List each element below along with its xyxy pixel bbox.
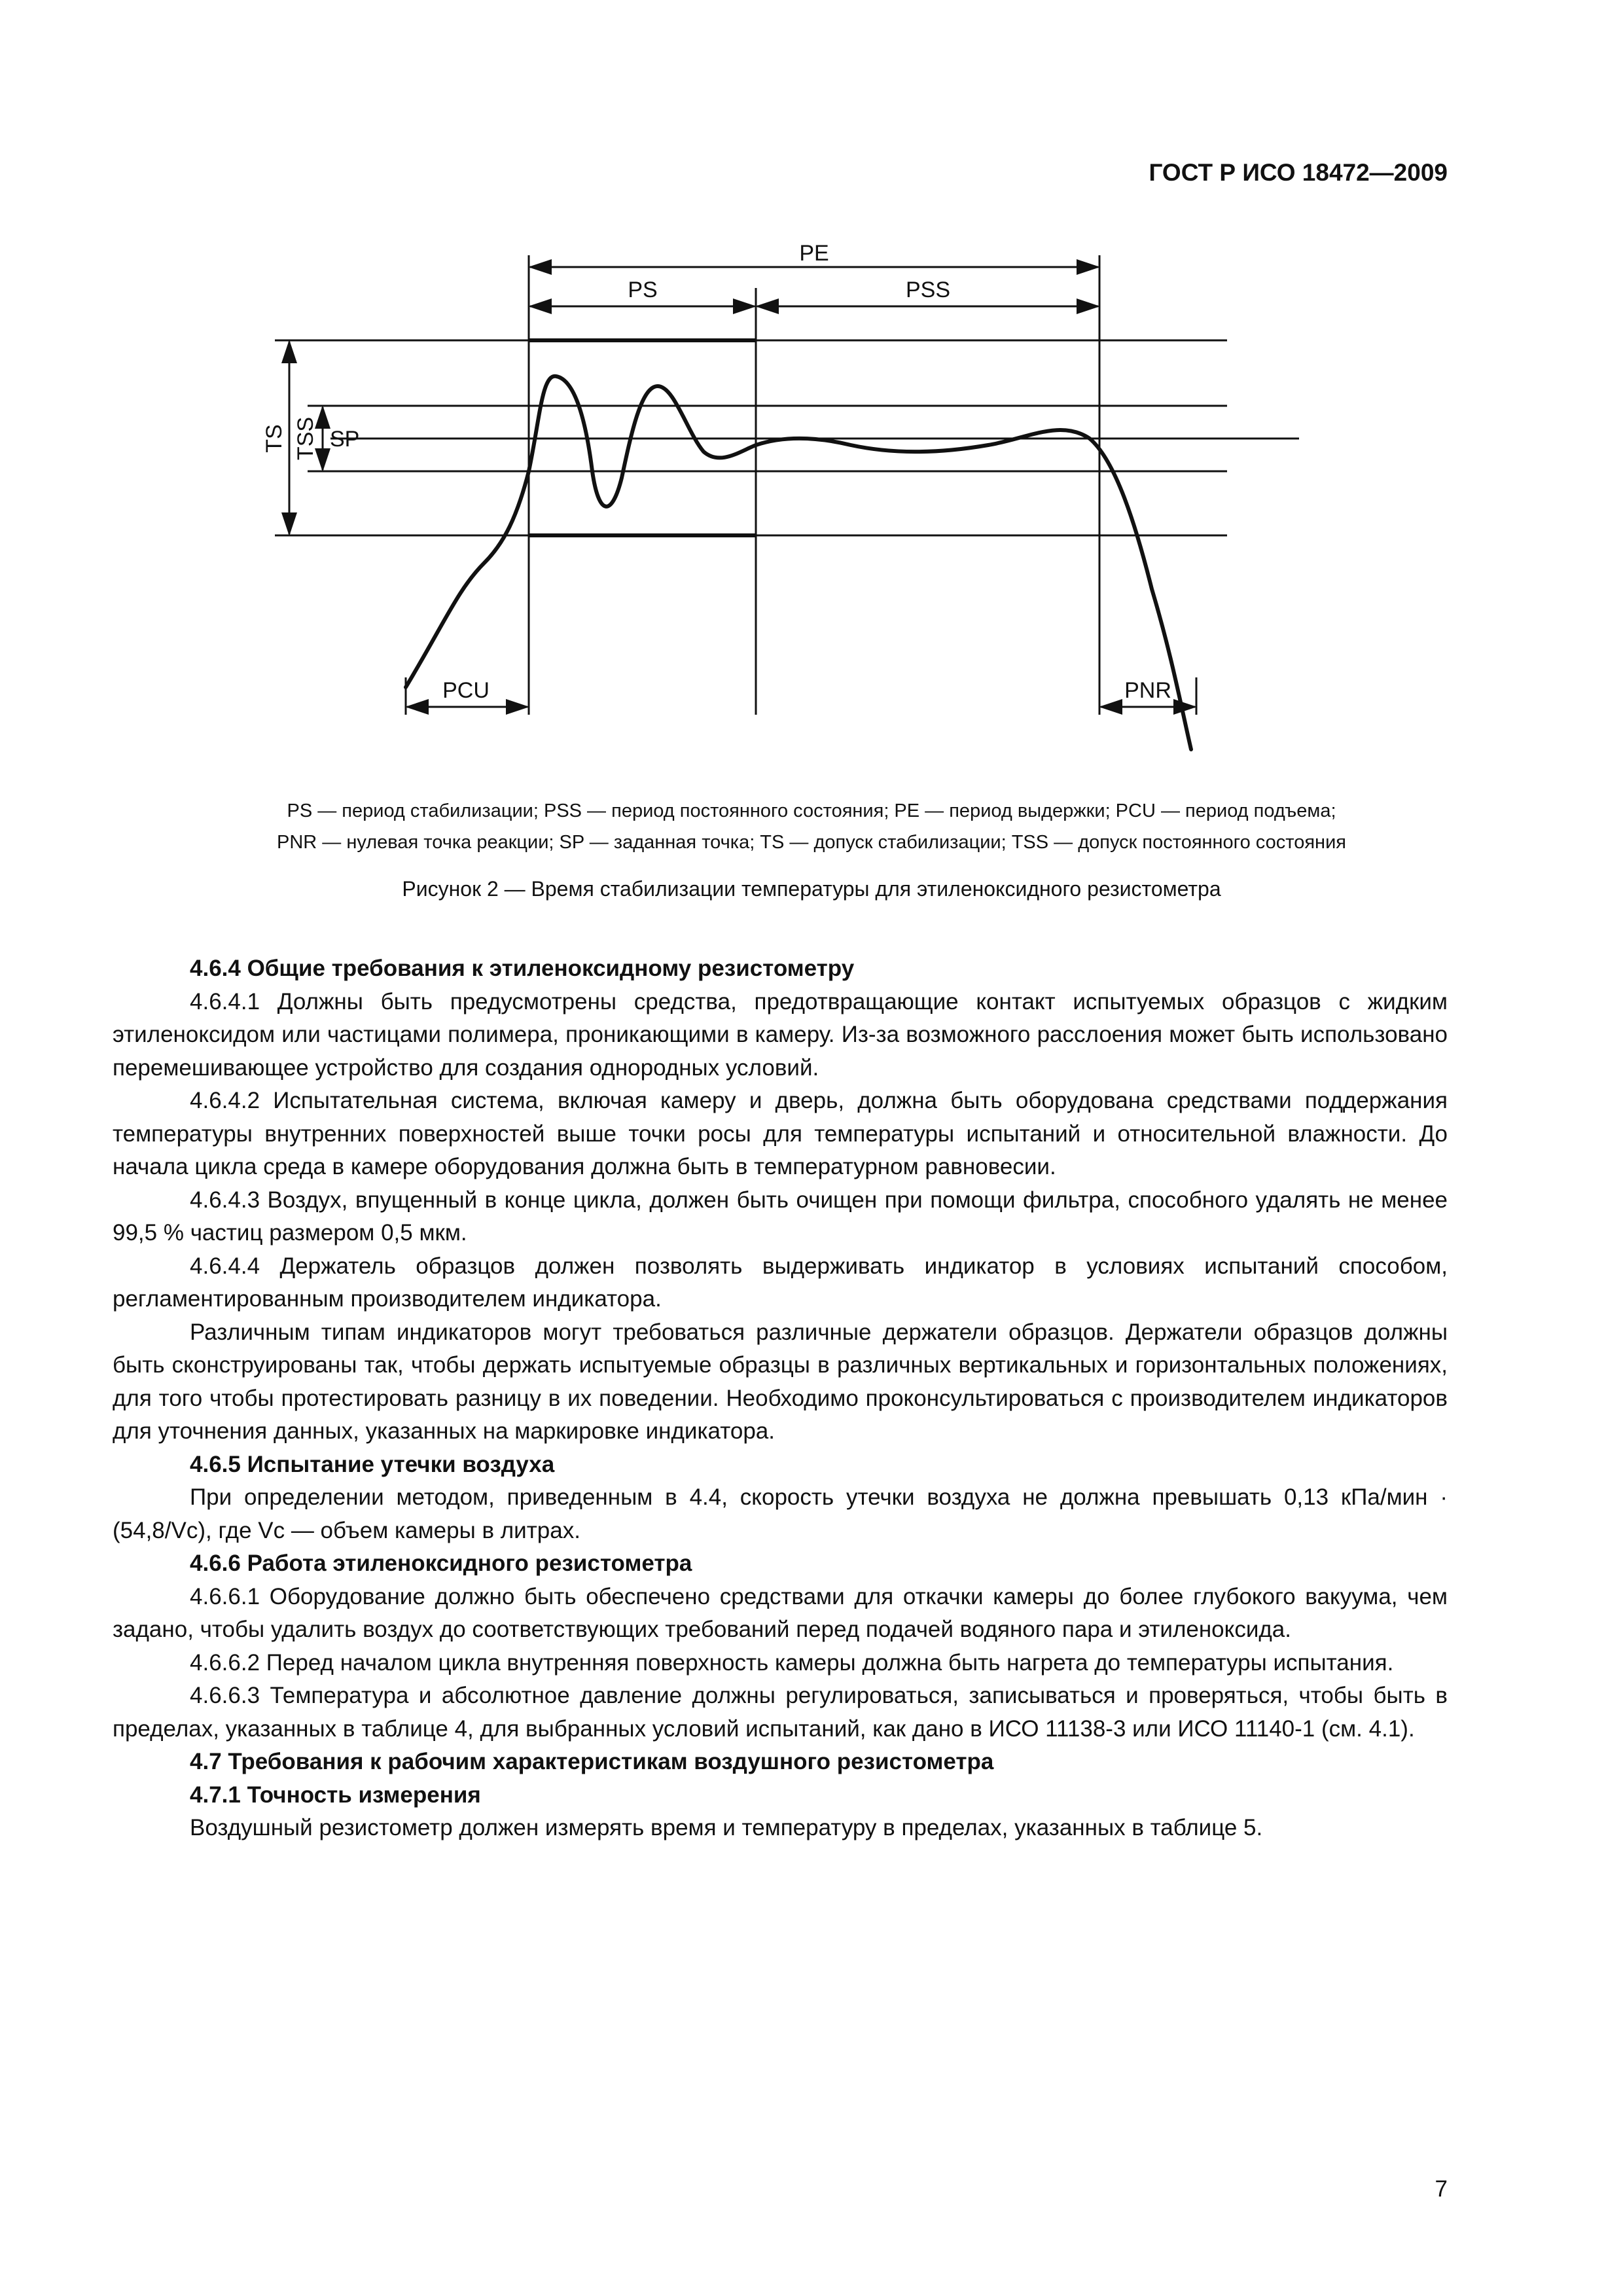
legend-line-2: PNR — нулевая точка реакции; SP — заданная точка; TS — допуск стабилизации; TSS — допуск постоянного состояния	[277, 832, 1346, 853]
paragraph: 4.6.4.2 Испытательная система, включая камеру и дверь, должна быть оборудована средствами поддержания температуры внутренних поверхностей выше точки росы для температуры испытаний и относительной влажности. До начала цикла среда в камере оборудования должна быть в температурном равновесии.	[113, 1088, 1448, 1179]
paragraph: 4.6.6.1 Оборудование должно быть обеспечено средствами для откачки камеры до более глубокого вакуума, чем задано, чтобы удалить воздух до соответствующих требований перед подачей водяного пара и этиленоксида.	[113, 1583, 1448, 1642]
paragraph: Воздушный резистометр должен измерять время и температуру в пределах, указанных в таблице 5.	[190, 1815, 1263, 1840]
pcu-label: PCU	[442, 678, 490, 703]
section-heading: 4.7 Требования к рабочим характеристикам воздушного резистометра	[190, 1749, 994, 1774]
figure-caption: Рисунок 2 — Время стабилизации температуры для этиленоксидного резистометра	[402, 877, 1221, 901]
legend-line-1: PS — период стабилизации; PSS — период постоянного состояния; PE — период выдержки; PCU — период подъема;	[287, 800, 1336, 821]
temperature-stabilization-diagram	[0, 0, 1623, 785]
paragraph: Различным типам индикаторов могут требоваться различные держатели образцов. Держатели образцов должны быть сконструированы так, чтобы держать испытуемые образцы в различных вертикальных и горизонтальных положениях, для того чтобы протестировать разницу в их поведении. Необходимо проконсультироваться с производителем индикаторов для уточнения данных, указанных на маркировке индикатора.	[113, 1319, 1448, 1444]
pe-label: PE	[799, 241, 829, 266]
paragraph: 4.6.4.3 Воздух, впущенный в конце цикла, должен быть очищен при помощи фильтра, способного удалять не менее 99,5 % частиц размером 0,5 мкм.	[113, 1187, 1448, 1246]
document-id: ГОСТ Р ИСО 18472—2009	[1149, 159, 1448, 186]
pnr-label: PNR	[1124, 678, 1171, 703]
temperature-curve	[406, 376, 1191, 749]
paragraph: 4.6.6.3 Температура и абсолютное давление должны регулироваться, записываться и проверяться, чтобы быть в пределах, указанных в таблице 4, для выбранных условий испытаний, как дано в ИСО 11138-3 или ИСО 11140-1 (см. 4.1).	[113, 1683, 1448, 1742]
paragraph: 4.6.6.2 Перед началом цикла внутренняя поверхность камеры должна быть нагрета до температуры испытания.	[190, 1649, 1394, 1676]
figure-legend	[118, 795, 1505, 858]
document-body	[113, 952, 1448, 1845]
paragraph: При определении методом, приведенным в 4.4, скорость утечки воздуха не должна превышать 0,13 кПа/мин · (54,8/Vc), где Vc — объем камеры в литрах.	[113, 1484, 1448, 1543]
tss-label: TSS	[293, 416, 318, 461]
sp-label: SP	[330, 427, 360, 452]
page-number: 7	[1435, 2176, 1448, 2202]
ts-label: TS	[262, 424, 287, 453]
paragraph: 4.6.4.4 Держатель образцов должен позволять выдерживать индикатор в условиях испытаний способом, регламентированным производителем индикатора.	[113, 1253, 1448, 1312]
ps-label: PS	[628, 278, 658, 302]
section-heading: 4.6.6 Работа этиленоксидного резистометра	[190, 1551, 692, 1576]
section-heading: 4.6.4 Общие требования к этиленоксидному резистометру	[190, 956, 855, 981]
section-heading: 4.7.1 Точность измерения	[190, 1782, 481, 1808]
paragraph: 4.6.4.1 Должны быть предусмотрены средства, предотвращающие контакт испытуемых образцов с жидким этиленоксидом или частицами полимера, проникающими в камеру. Из-за возможного расслоения может быть использовано перемешивающее устройство для создания однородных условий.	[113, 988, 1448, 1081]
section-heading: 4.6.5 Испытание утечки воздуха	[190, 1451, 555, 1477]
pss-label: PSS	[905, 278, 951, 302]
